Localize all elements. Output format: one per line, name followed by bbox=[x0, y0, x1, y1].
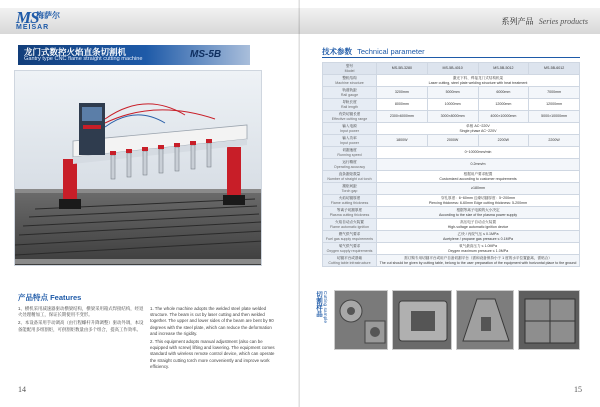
param-value: MS-5B-3280 bbox=[377, 63, 428, 75]
param-label bbox=[323, 159, 377, 171]
cutting-sample-label bbox=[314, 291, 330, 339]
param-value: 7000mm bbox=[529, 87, 580, 99]
param-label-cn: 等离子切割厚度 bbox=[336, 208, 363, 213]
tech-title bbox=[322, 46, 425, 57]
param-label-cn: 型号 bbox=[345, 64, 354, 69]
param-row bbox=[323, 231, 580, 243]
feature-item: 2. This equipment adopts manual adjustment (also can be equipped with screw) lifting and lowering. The equipment comes standard with wireless remote control device, which can operate the straight cutting torch more conveniently and improve work efficiency. bbox=[150, 339, 275, 369]
param-label bbox=[323, 219, 377, 231]
product-title-en: Gantry type CNC flame straight cutting machine bbox=[24, 56, 143, 62]
param-row bbox=[323, 87, 580, 99]
tech-title-cn: 技术参数 bbox=[322, 47, 352, 56]
features-col-en bbox=[150, 306, 276, 372]
cutting-sample-en: Cutting sample bbox=[322, 291, 327, 323]
right-page bbox=[300, 0, 600, 407]
param-label bbox=[323, 207, 377, 219]
page-number-right: 15 bbox=[574, 385, 582, 394]
tech-rule bbox=[322, 57, 580, 58]
cut-parts-image bbox=[519, 291, 580, 350]
param-row bbox=[323, 159, 580, 171]
param-value: MS-5B-4010 bbox=[427, 63, 478, 75]
param-label-cn: 输入功率 bbox=[342, 136, 357, 141]
param-label bbox=[323, 87, 377, 99]
param-label-cn: 火焰自动点火装置 bbox=[335, 220, 364, 225]
param-value: MS-5B-6012 bbox=[529, 63, 580, 75]
param-row bbox=[323, 255, 580, 267]
param-value: 3200mm bbox=[377, 87, 428, 99]
param-row bbox=[323, 219, 580, 231]
param-row bbox=[323, 99, 580, 111]
param-label-en: Cutting table infrastructure bbox=[328, 260, 371, 265]
page-number-left: 14 bbox=[18, 385, 26, 394]
param-value: 2200W bbox=[529, 135, 580, 147]
param-value: 5000mm bbox=[427, 87, 478, 99]
param-label bbox=[323, 63, 377, 75]
param-label-cn: 有效切割长度 bbox=[338, 112, 361, 117]
param-value: 1800W bbox=[377, 135, 428, 147]
param-label-cn: 导轨长度 bbox=[342, 100, 357, 105]
series-label bbox=[502, 16, 589, 27]
param-label bbox=[323, 135, 377, 147]
param-value-merged: 氧气最高压力 ≤ 1.0MPa Oxygen maximum pressure ≤ 1.0MPa bbox=[377, 243, 580, 255]
param-row bbox=[323, 195, 580, 207]
product-title-cn: 龙门式数控火焰直条切割机 bbox=[24, 47, 127, 57]
param-value: 12000mm bbox=[478, 99, 529, 111]
tech-title-en: Technical parameter bbox=[357, 47, 425, 56]
parameter-table bbox=[322, 62, 580, 267]
param-label-en: Fuel gas supply requirements bbox=[325, 236, 374, 241]
param-label-cn: 燃气供气要求 bbox=[338, 232, 361, 237]
sample-photo bbox=[334, 290, 388, 350]
param-label-cn: 切割速度 bbox=[342, 148, 357, 153]
param-value-merged: 0~10000mm/min bbox=[377, 147, 580, 159]
param-value: 3000×8000mm bbox=[427, 111, 478, 123]
param-row bbox=[323, 207, 580, 219]
param-label-cn: 直条割炬数量 bbox=[338, 172, 361, 177]
cut-parts-image bbox=[393, 291, 452, 350]
feature-item: 1. The whole machine adopts the welded steel plate welded structure. The beam is cut by laser cutting and then welded together. The upper and lower sides of the beam are bent by 90 degrees with the steel plate, which can reduce the deformation and increase the rigidity. bbox=[150, 306, 274, 336]
param-label-en: Rail length bbox=[341, 104, 358, 109]
param-label bbox=[323, 75, 377, 87]
machine-photo bbox=[14, 70, 262, 266]
param-value-merged: 激光下料、焊接龙门式结构机架 Laser cutting, steel plate welding structure with heat treatment bbox=[377, 75, 580, 87]
param-value-merged: 高压电子自动点火装置 High-voltage automatic ignition device bbox=[377, 219, 580, 231]
param-row bbox=[323, 75, 580, 87]
sample-photo bbox=[518, 290, 580, 350]
param-label-cn: 火焰切割厚度 bbox=[338, 196, 361, 201]
series-label-en: Series products bbox=[538, 17, 588, 26]
logo-mark: MS bbox=[16, 8, 39, 27]
param-label-en: Model bbox=[344, 68, 355, 73]
logo-cn: 梅萨尔 bbox=[36, 11, 60, 20]
param-label bbox=[323, 99, 377, 111]
param-label-en: Input power bbox=[340, 140, 359, 145]
param-label-en: Running speed bbox=[337, 152, 362, 157]
brand-logo bbox=[16, 9, 68, 31]
param-row bbox=[323, 63, 580, 75]
param-value-merged: 乙炔 / 丙烷气压 ≤ 0.1MPa Acetylene / propane gas pressure ≤ 0.1MPa bbox=[377, 231, 580, 243]
gantry-machine-illustration bbox=[15, 71, 262, 266]
param-value: 2200W bbox=[478, 135, 529, 147]
param-label-en: Number of straight cut torch bbox=[327, 176, 372, 181]
param-label-en: Flame cutting thickness bbox=[330, 200, 369, 205]
param-row bbox=[323, 135, 580, 147]
param-label-en: Flame automatic ignition bbox=[330, 224, 369, 229]
param-value: 2300×6000mm bbox=[377, 111, 428, 123]
feature-item: 2、本设备采用手动调高（由行程螺杆升降调整）驱动外调，本设备能配用多组割炬，可供割炬数量由多个组合，提高工作效率。 bbox=[18, 320, 144, 332]
param-value: 8000mm bbox=[377, 99, 428, 111]
param-label-en: Plasma cutting thickness bbox=[329, 212, 370, 217]
param-label bbox=[323, 147, 377, 159]
param-row bbox=[323, 111, 580, 123]
param-label bbox=[323, 123, 377, 135]
cut-parts-image bbox=[457, 291, 514, 350]
cutting-sample-cn: 切割样品 bbox=[315, 291, 322, 317]
param-value: MS-5B-5012 bbox=[478, 63, 529, 75]
param-label-en: Torch gap bbox=[341, 188, 358, 193]
param-value: 2000W bbox=[427, 135, 478, 147]
param-label bbox=[323, 183, 377, 195]
param-label bbox=[323, 195, 377, 207]
cut-parts-image bbox=[335, 291, 388, 350]
param-value: 6000mm bbox=[478, 87, 529, 99]
features-title-en: Features bbox=[50, 293, 82, 302]
param-row bbox=[323, 123, 580, 135]
param-label-cn: 输入电源 bbox=[342, 124, 357, 129]
param-value: 12000mm bbox=[529, 99, 580, 111]
features-title-cn: 产品特点 bbox=[18, 293, 48, 302]
param-value-merged: 0.2mm/m bbox=[377, 159, 580, 171]
model-tag: MS-5B bbox=[190, 49, 222, 60]
param-label-cn: 切割平台或基础 bbox=[336, 256, 363, 261]
param-value-merged: 根据等离子电源的大小决定 According to the size of the plasma power supply bbox=[377, 207, 580, 219]
param-label-en: Effective cutting range bbox=[331, 116, 368, 121]
sample-photo bbox=[392, 290, 452, 350]
param-label-cn: 割炬间距 bbox=[342, 184, 357, 189]
param-row bbox=[323, 243, 580, 255]
param-row bbox=[323, 147, 580, 159]
series-label-cn: 系列产品 bbox=[501, 17, 534, 26]
sample-photo bbox=[456, 290, 514, 350]
param-label-en: Input power bbox=[340, 128, 359, 133]
param-label bbox=[323, 171, 377, 183]
features-col-cn bbox=[18, 306, 144, 335]
param-label bbox=[323, 243, 377, 255]
param-label bbox=[323, 231, 377, 243]
param-label-cn: 整机结构 bbox=[342, 76, 357, 81]
param-label-en: Machine structure bbox=[335, 80, 364, 85]
param-row bbox=[323, 171, 580, 183]
param-label-en: Oxygen supply requirements bbox=[326, 248, 373, 253]
param-value-merged: 单相 AC~220V Single phase AC~220V bbox=[377, 123, 580, 135]
param-label bbox=[323, 255, 377, 267]
param-label bbox=[323, 111, 377, 123]
product-title-bar bbox=[18, 45, 250, 65]
param-value-merged: 根据用户要求配置 Customized according to customer requirements bbox=[377, 171, 580, 183]
param-value-merged: ≥180mm bbox=[377, 183, 580, 195]
features-title bbox=[18, 292, 81, 303]
param-row bbox=[323, 183, 580, 195]
logo-en: MEISAR bbox=[16, 24, 50, 31]
param-value-merged: 穿孔厚度：6~60mm 边缘切割厚度：5~200mm Piercing thickness: 6-60mm Edge cutting thickness: 5-200mm bbox=[377, 195, 580, 207]
param-value: 10000mm bbox=[427, 99, 478, 111]
param-value: 5000×10000mm bbox=[529, 111, 580, 123]
param-label-en: Rail gauge bbox=[340, 92, 359, 97]
param-value: 4000×10000mm bbox=[478, 111, 529, 123]
param-label-cn: 轨道轨距 bbox=[342, 88, 357, 93]
param-label-cn: 运行精度 bbox=[342, 160, 357, 165]
param-label-cn: 氧气供气要求 bbox=[338, 244, 361, 249]
feature-item: 1、横机采用减速器驱动横梁结构，横梁采用箱式焊接结构，经退火处理精加工，保证长期使用不变形。 bbox=[18, 306, 144, 318]
param-value-merged: 需订购专用切割平台或用户自备切割平台（需和设备保持小于 1 度的水平位置距离，需贴合） The cut should be given by cutting table, belong to the user preparation of the equipment with horizontal place to the ground bbox=[377, 255, 580, 267]
param-label-en: Operating accuracy bbox=[333, 164, 366, 169]
